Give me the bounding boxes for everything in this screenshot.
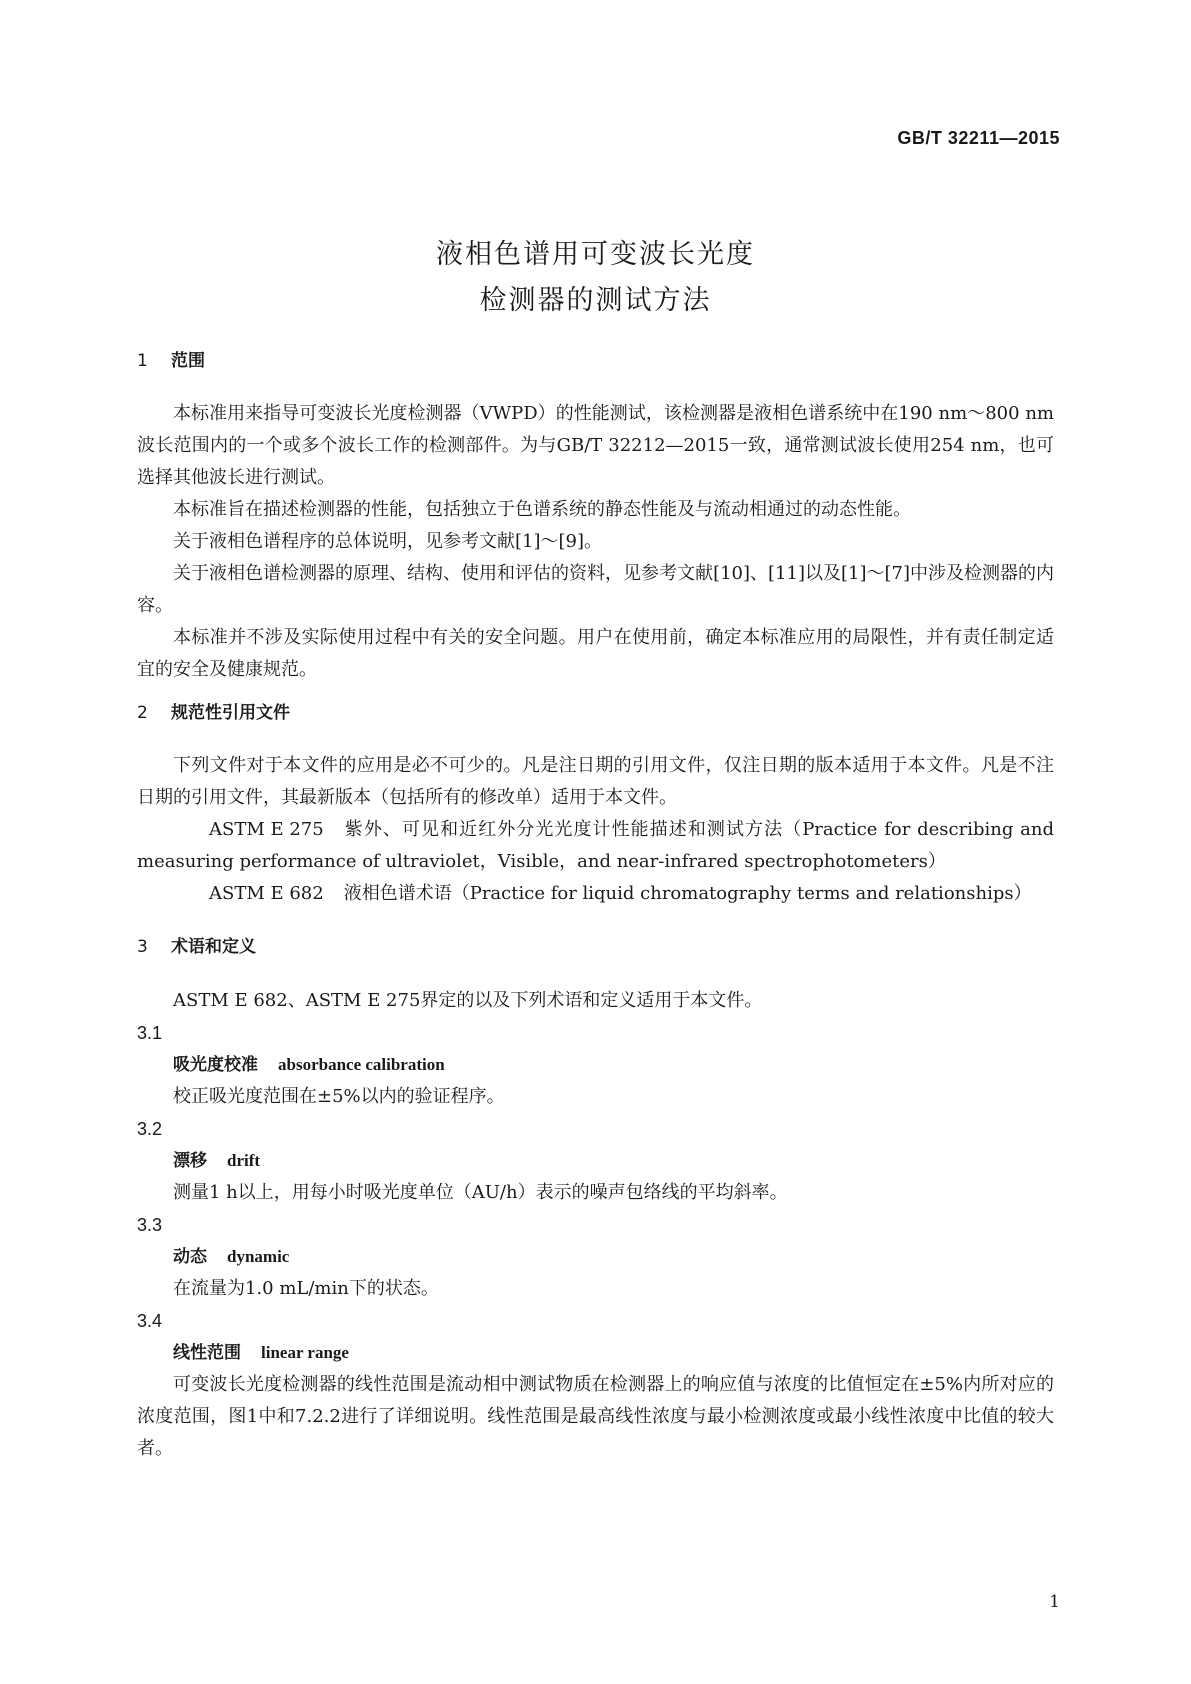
term-chinese: 线性范围 [173,1343,241,1363]
section-heading [137,698,1054,723]
paragraph: 本标准用来指导可变波长光度检测器（VWPD）的性能测试，该检测器是液相色谱系统中在190 nm～800 nm波长范围内的一个或多个波长工作的检测部件。为与GB/T 32212—2015一致，通常测试波长使用254 nm，也可选择其他波长进行测试。 [137,403,1054,488]
section-heading [137,932,1054,957]
term-heading [137,1049,1054,1081]
term-definition: 在流量为1.0 mL/min下的状态。 [173,1278,439,1299]
paragraph: 本标准并不涉及实际使用过程中有关的安全问题。用户在使用前，确定本标准应用的局限性，并有责任制定适宜的安全及健康规范。 [137,627,1054,680]
term-number: 3.1 [137,1023,163,1043]
term-heading [137,1241,1054,1273]
term-definition: 可变波长光度检测器的线性范围是流动相中测试物质在检测器上的响应值与浓度的比值恒定在±5%内所对应的浓度范围，图1中和7.2.2进行了详细说明。线性范围是最高线性浓度与最小检测浓度或最小线性浓度中比值的较大者。 [137,1374,1054,1459]
term-heading [137,1337,1054,1369]
term-definition: 校正吸光度范围在±5%以内的验证程序。 [173,1086,505,1107]
term-english: linear range [261,1343,349,1362]
section-number: 3 [137,937,148,957]
reference-text: 液相色谱术语（Practice for liquid chromatography terms and relationships） [343,883,1032,904]
document-title-line1: 液相色谱用可变波长光度 [436,239,755,270]
paragraph: 下列文件对于本文件的应用是必不可少的。凡是注日期的引用文件，仅注日期的版本适用于本文件。凡是不注日期的引用文件，其最新版本（包括所有的修改单）适用于本文件。 [137,755,1054,808]
document-title-line2: 检测器的测试方法 [479,285,712,316]
section-number: 1 [137,351,148,371]
section-title: 术语和定义 [171,937,256,957]
term-number: 3.2 [137,1119,163,1139]
term-definition: 测量1 h以上，用每小时吸光度单位（AU/h）表示的噪声包络线的平均斜率。 [173,1182,788,1203]
section-scope-body [137,398,1054,686]
reference-code: ASTM E 682 [209,883,324,904]
term-chinese: 动态 [173,1247,207,1267]
section-normative-references-body [137,750,1054,910]
reference-item [137,814,1054,878]
section-terms [137,932,1054,957]
paragraph: 关于液相色谱程序的总体说明，见参考文献[1]～[9]。 [173,531,602,552]
paragraph: 关于液相色谱检测器的原理、结构、使用和评估的资料，见参考文献[10]、[11]以及[1]～[7]中涉及检测器的内容。 [137,563,1054,616]
standard-code: GB/T 32211—2015 [897,128,1060,148]
section-heading [137,346,1054,371]
paragraph: 本标准旨在描述检测器的性能，包括独立于色谱系统的静态性能及与流动相通过的动态性能。 [173,499,911,520]
term-heading [137,1145,1054,1177]
section-number: 2 [137,703,148,723]
term-english: drift [227,1151,261,1170]
section-title: 规范性引用文件 [171,703,290,723]
reference-item [137,878,1054,910]
term-english: dynamic [227,1247,290,1266]
section-normative-references [137,698,1054,723]
term-chinese: 漂移 [173,1151,207,1171]
term-number: 3.4 [137,1311,163,1331]
term-number: 3.3 [137,1215,163,1235]
term-chinese: 吸光度校准 [173,1055,258,1075]
reference-text: 紫外、可见和近红外分光光度计性能描述和测试方法（Practice for describing and measuring performance of ultraviolet，Visible，and near-infrared spectrophotometers） [137,819,1054,872]
section-title: 范围 [171,351,205,371]
reference-code: ASTM E 275 [209,819,324,840]
section-terms-body [137,985,1054,1465]
page-number: 1 [1049,1592,1060,1612]
section-scope [137,346,1054,371]
term-english: absorbance calibration [278,1055,445,1074]
paragraph: ASTM E 682、ASTM E 275界定的以及下列术语和定义适用于本文件。 [173,990,763,1011]
